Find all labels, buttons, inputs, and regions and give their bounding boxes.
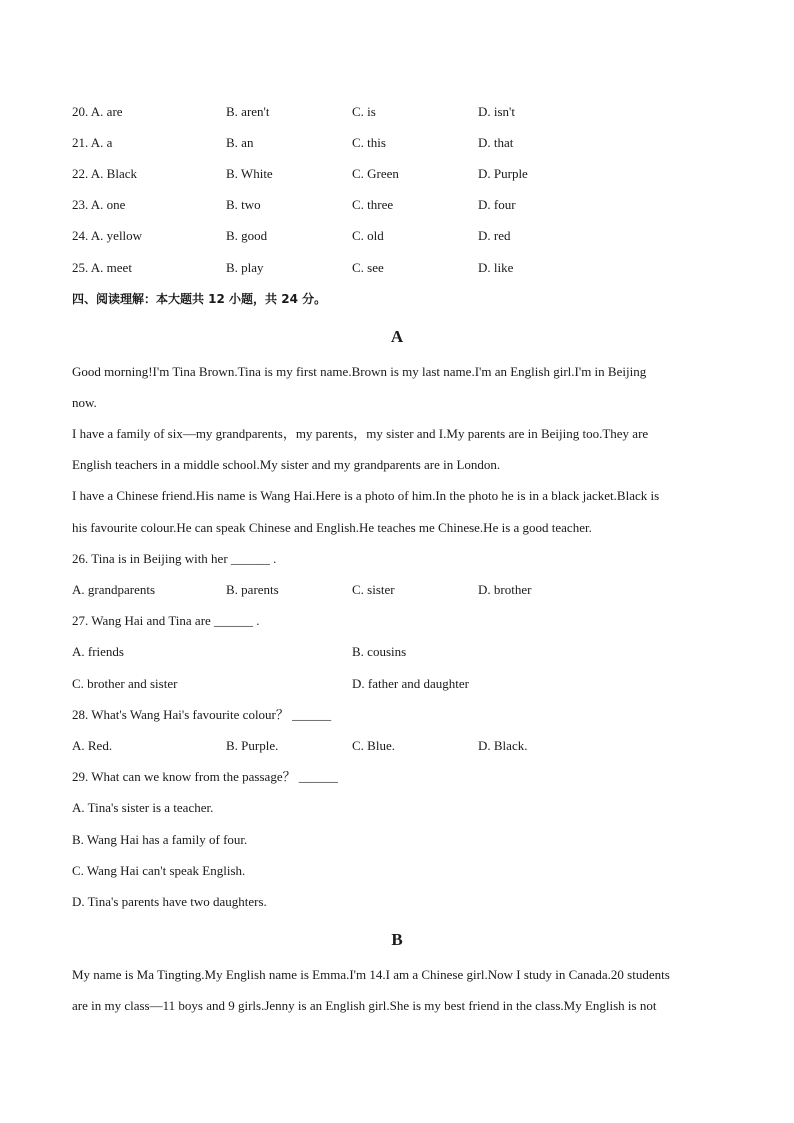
option-c: C. this [352, 135, 386, 150]
option-c: C. old [352, 228, 384, 243]
question-stem: 27. Wang Hai and Tina are ______ . [72, 613, 260, 628]
passage-a-title: A [390, 327, 404, 346]
option-c: C. Blue. [352, 738, 395, 753]
option-c: C. sister [352, 582, 395, 597]
question-stem: 29. What can we know from the passage？ ______ [72, 769, 338, 784]
option-a: 23. A. one [72, 197, 126, 212]
option-a: 25. A. meet [72, 260, 132, 275]
option-a: 22. A. Black [72, 166, 137, 181]
option-b: B. White [226, 166, 273, 181]
option-b: B. play [226, 260, 264, 275]
option-a: A. Tina's sister is a teacher. [72, 800, 214, 815]
section-heading: 四、阅读理解：本大题共 12 小题，共 24 分。 [72, 292, 327, 306]
passage-a-line: I have a family of six—my grandparents，my parents，my sister and I.My parents are in Beijing too.They are [72, 426, 649, 441]
option-b: B. good [226, 228, 268, 243]
passage-b-line: My name is Ma Tingting.My English name is Emma.I'm 14.I am a Chinese girl.Now I study in Canada.20 students [72, 967, 670, 982]
question-stem: 28. What's Wang Hai's favourite colour？ ______ [72, 707, 332, 722]
passage-a-line: now. [72, 395, 97, 410]
option-d: D. like [478, 260, 514, 275]
option-c: C. three [352, 197, 394, 212]
option-a: A. friends [72, 644, 124, 659]
option-b: B. cousins [352, 644, 407, 659]
option-d: D. four [478, 197, 516, 212]
option-c: C. Green [352, 166, 399, 181]
option-d: D. isn't [478, 104, 516, 119]
option-a: A. Red. [72, 738, 113, 753]
passage-a-line: his favourite colour.He can speak Chinese and English.He teaches me Chinese.He is a good teacher. [72, 520, 592, 535]
option-d: D. brother [478, 582, 532, 597]
option-d: D. Tina's parents have two daughters. [72, 894, 267, 909]
option-b: B. an [226, 135, 254, 150]
option-b: B. Wang Hai has a family of four. [72, 832, 248, 847]
option-b: B. parents [226, 582, 279, 597]
question-stem: 26. Tina is in Beijing with her ______ . [72, 551, 277, 566]
option-a: 20. A. are [72, 104, 123, 119]
passage-a-line: I have a Chinese friend.His name is Wang Hai.Here is a photo of him.In the photo he is in a black jacket.Black is [72, 488, 660, 503]
option-a: 21. A. a [72, 135, 113, 150]
option-d: D. red [478, 228, 511, 243]
option-b: B. Purple. [226, 738, 279, 753]
option-a: 24. A. yellow [72, 228, 143, 243]
passage-b-line: are in my class—11 boys and 9 girls.Jenny is an English girl.She is my best friend in the class.My English is not [72, 998, 657, 1013]
option-b: B. two [226, 197, 261, 212]
option-b: B. aren't [226, 104, 270, 119]
option-d: D. Purple [478, 166, 528, 181]
passage-a-line: English teachers in a middle school.My sister and my grandparents are in London. [72, 457, 501, 472]
option-c: C. see [352, 260, 384, 275]
option-c: C. brother and sister [72, 676, 178, 691]
passage-b-title: B [391, 930, 403, 949]
option-d: D. that [478, 135, 514, 150]
option-c: C. Wang Hai can't speak English. [72, 863, 246, 878]
option-d: D. father and daughter [352, 676, 469, 691]
passage-a-line: Good morning!I'm Tina Brown.Tina is my first name.Brown is my last name.I'm an English girl.I'm in Beijing [72, 364, 647, 379]
option-a: A. grandparents [72, 582, 156, 597]
option-c: C. is [352, 104, 376, 119]
option-d: D. Black. [478, 738, 528, 753]
